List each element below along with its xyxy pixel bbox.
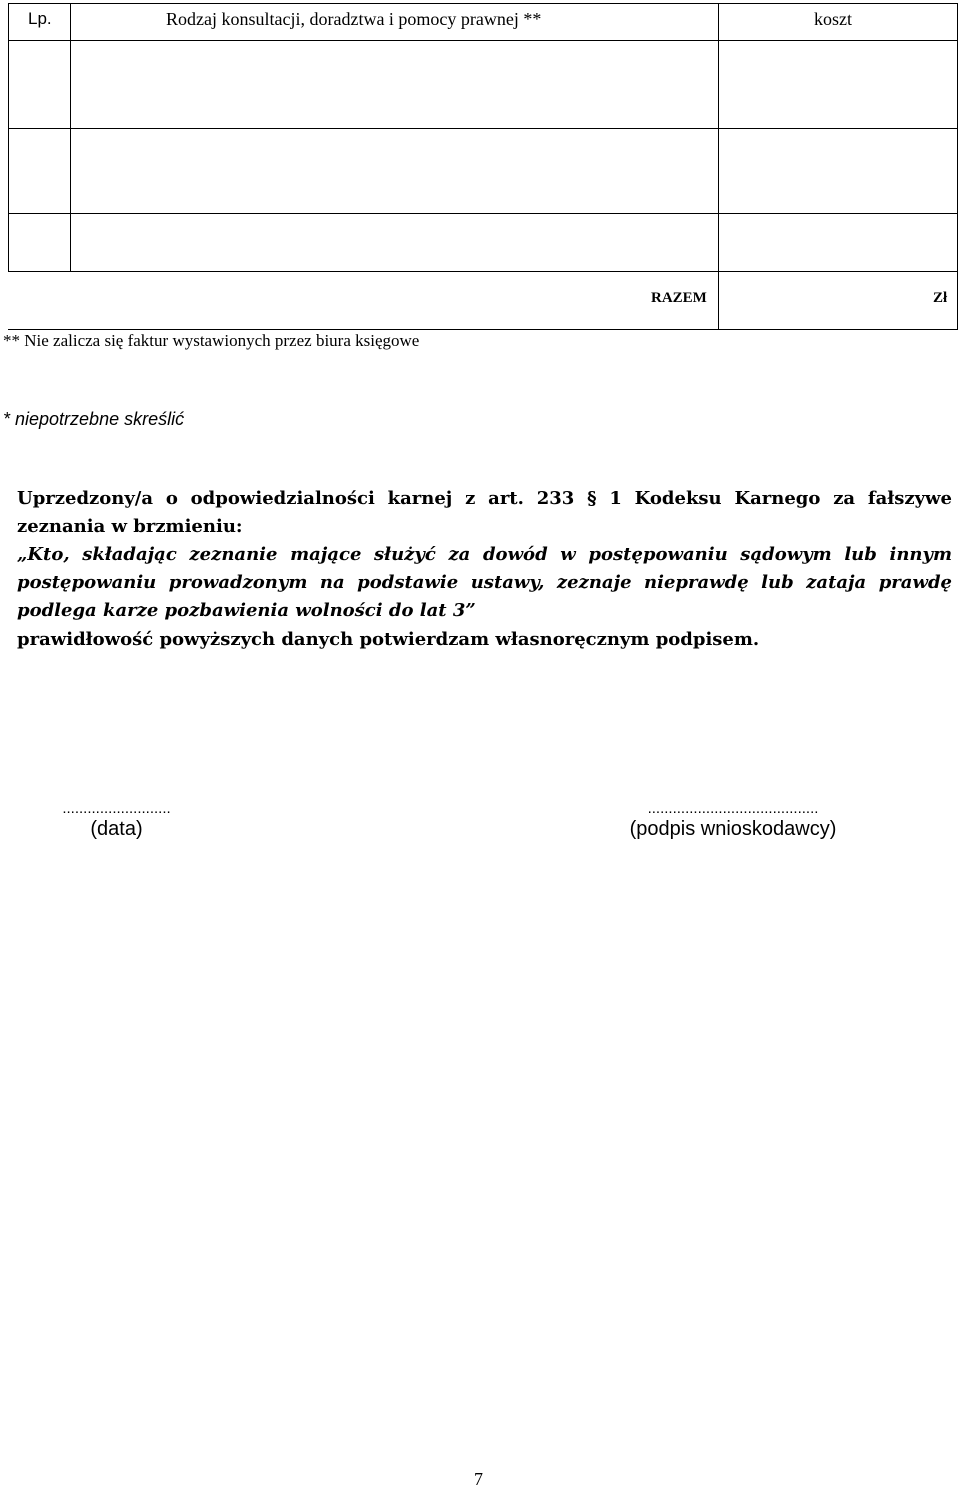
total-currency: Zł [933, 290, 948, 306]
table-row-1-description-cell[interactable] [71, 41, 717, 127]
declaration-line: Uprzedzony/a o odpowiedzialności karnej z art. 233 § 1 Kodeksu Karnego za fałszywe [17, 488, 952, 509]
strike-note: * niepotrzebne skreślić [3, 409, 185, 429]
total-label: RAZEM [651, 290, 707, 306]
confirmation-statement: prawidłowość powyższych danych potwierdzam własnoręcznym podpisem. [17, 629, 760, 650]
applicant-signature-block [596, 800, 870, 841]
applicant-signature-line[interactable]: ......................................... [647, 800, 819, 817]
header-cost: koszt [814, 9, 852, 29]
date-label: (data) [90, 818, 143, 840]
consultation-cost-table [8, 3, 958, 329]
table-border-top [8, 3, 958, 4]
quote-line: postępowaniu prowadzonym na podstawie ustawy, zeznaje nieprawdę lub zataja prawdę [17, 572, 952, 593]
table-row-divider [8, 271, 958, 272]
table-border-left [8, 3, 9, 271]
header-lp: Lp. [28, 9, 52, 28]
applicant-signature-label: (podpis wnioskodawcy) [629, 818, 837, 840]
header-description: Rodzaj konsultacji, doradztwa i pomocy prawnej ** [166, 9, 542, 29]
table-border-bottom [8, 329, 958, 330]
penal-code-quote [17, 541, 952, 625]
table-column-divider [718, 3, 719, 329]
declaration-line: zeznania w brzmieniu: [17, 516, 243, 537]
page-number: 7 [474, 1469, 483, 1489]
quote-line: „Kto, składając zeznanie mające służyć za dowód w postępowaniu sądowym lub innym [17, 544, 952, 565]
date-signature-line[interactable]: .......................... [62, 800, 171, 817]
table-row-2-description-cell[interactable] [71, 129, 717, 212]
quote-line: podlega karze pozbawienia wolności do lat 3” [17, 600, 476, 621]
invoices-note: ** Nie zalicza się faktur wystawionych przez biura księgowe [3, 331, 420, 350]
table-row-3-description-cell[interactable] [71, 214, 717, 270]
date-signature-block [20, 800, 213, 841]
declaration-intro [17, 485, 952, 541]
table-border-right [957, 3, 958, 329]
